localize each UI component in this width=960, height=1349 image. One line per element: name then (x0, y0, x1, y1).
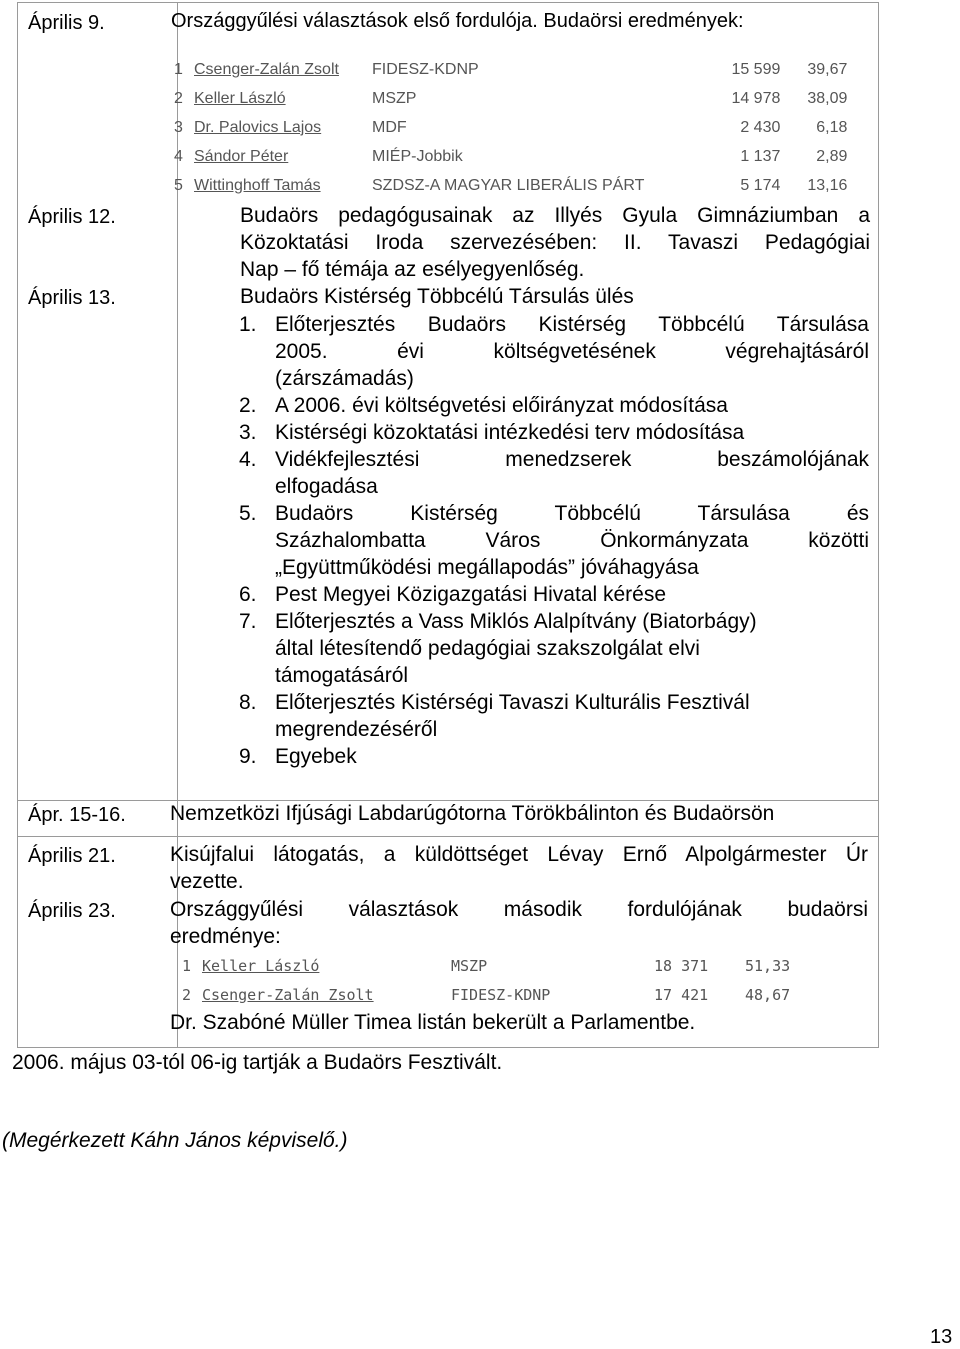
list-item: 6. Pest Megyei Közigazgatási Hivatal kérése (239, 583, 667, 606)
table-row: 2 Keller László MSZP 14 978 38,09 (174, 89, 848, 107)
date-april-9: Április 9. (28, 12, 105, 34)
association-meeting-heading: Budaörs Kistérség Többcélú Társulás ülés (240, 285, 634, 308)
list-item: 3. Kistérségi közoktatási intézkedési terv módosítása (239, 421, 745, 444)
candidate-link[interactable]: Csenger-Zalán Zsolt (202, 985, 374, 1004)
list-item: 4. Vidékfejlesztési menedzserek beszámolójának elfogadása (239, 448, 869, 498)
visit-text-line-1: Kisújfalui látogatás, a küldöttséget Lévay Ernő Alpolgármester Úr (170, 843, 868, 866)
candidate-link[interactable]: Sándor Péter (194, 147, 289, 165)
first-round-results (174, 55, 847, 200)
pedagogy-day-line-1: Budaörs pedagógusainak az Illyés Gyula Gimnáziumban a (240, 204, 870, 227)
list-item: 2. A 2006. évi költségvetési előirányzat módosítása (239, 394, 728, 417)
arrival-note: (Megérkezett Káhn János képviselő.) (2, 1129, 348, 1152)
row-divider (18, 836, 878, 837)
date-april-21: Április 21. (28, 845, 116, 867)
pedagogy-day-line-3: Nap – fő témája az esélyegyenlőség. (240, 258, 585, 281)
table-row: 2 Csenger-Zalán Zsolt FIDESZ-KDNP 17 421 48,67 (182, 985, 791, 1004)
candidate-link[interactable]: Csenger-Zalán Zsolt (194, 60, 339, 78)
second-round-heading-line-1: Országgyűlési választások második fordulójának budaörsi (170, 898, 868, 921)
date-april-12: Április 12. (28, 206, 116, 228)
agenda-list (239, 311, 869, 770)
page-number: 13 (930, 1326, 953, 1348)
list-item: 5. Budaörs Kistérség Többcélú Társulása és Százhalombatta Város Önkormányzata közötti „Együttműködési megállapodás” jóváhagyása (239, 502, 869, 579)
football-tournament-text: Nemzetközi Ifjúsági Labdarúgótorna Törökbálinton és Budaörsön (170, 802, 775, 825)
second-round-results (182, 951, 805, 1009)
list-item: 7. Előterjesztés a Vass Miklós Alalpítvány (Biatorbágy) által létesítendő pedagógiai szakszolgálat elvi támogatásáról (239, 610, 757, 687)
table-row: 5 Wittinghoff Tamás SZDSZ-A MAGYAR LIBERÁLIS PÁRT 5 174 13,16 (174, 176, 848, 194)
pedagogy-day-line-2: Közoktatási Iroda szervezésében: II. Tavaszi Pedagógiai (240, 231, 870, 254)
list-item: 9. Egyebek (239, 745, 357, 768)
table-row: 1 Keller László MSZP 18 371 51,33 (182, 956, 791, 975)
date-april-13: Április 13. (28, 287, 116, 309)
festival-text: 2006. május 03-tól 06-ig tartják a Budaörs Fesztivált. (12, 1051, 503, 1074)
visit-text-line-2: vezette. (170, 870, 244, 893)
list-item: 1. Előterjesztés Budaörs Kistérség Többcélú Társulása 2005. évi költségvetésének végrehajtásáról (zárszámadás) (239, 313, 869, 390)
date-april-23: Április 23. (28, 900, 116, 922)
candidate-link[interactable]: Keller László (194, 89, 286, 107)
candidate-link[interactable]: Dr. Palovics Lajos (194, 118, 322, 136)
table-row: 1 Csenger-Zalán Zsolt FIDESZ-KDNP 15 599 39,67 (174, 60, 848, 78)
parliament-note: Dr. Szabóné Müller Timea listán bekerült a Parlamentbe. (170, 1011, 696, 1034)
candidate-link[interactable]: Wittinghoff Tamás (194, 176, 321, 194)
candidate-link[interactable]: Keller László (202, 956, 320, 975)
table-row: 3 Dr. Palovics Lajos MDF 2 430 6,18 (174, 118, 848, 136)
first-round-heading: Országgyűlési választások első fordulója. Budaörsi eredmények: (171, 10, 744, 32)
table-row: 4 Sándor Péter MIÉP-Jobbik 1 137 2,89 (174, 147, 848, 165)
date-april-15-16: Ápr. 15-16. (28, 804, 126, 826)
second-round-heading-line-2: eredménye: (170, 925, 281, 948)
list-item: 8. Előterjesztés Kistérségi Tavaszi Kulturális Fesztivál megrendezéséről (239, 691, 750, 741)
